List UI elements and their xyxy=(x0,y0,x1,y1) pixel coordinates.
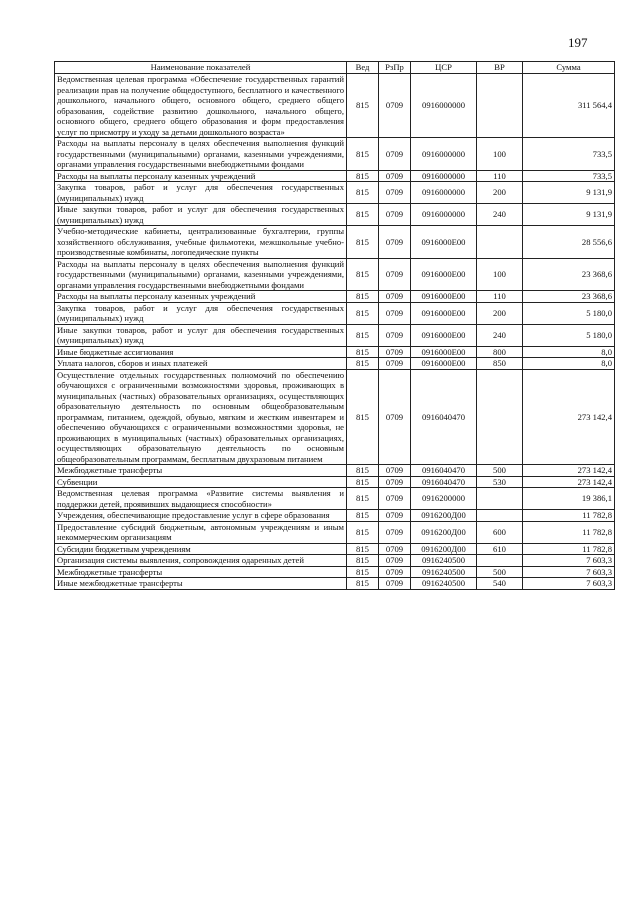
cell-name: Межбюджетные трансферты xyxy=(55,465,347,477)
table-row xyxy=(55,182,615,204)
cell-sum: 311 564,4 xyxy=(523,74,615,138)
cell-vr: 800 xyxy=(477,346,523,358)
cell-name: Иные закупки товаров, работ и услуг для обеспечения государственных (муниципальных) нужд xyxy=(55,204,347,226)
header-ved: Вед xyxy=(347,62,379,74)
table-row xyxy=(55,521,615,543)
cell-name: Расходы на выплаты персоналу в целях обеспечения выполнения функций государственными (муниципальными) органами, казенными учреждениями, органами управления государственными внебюджетными фондами xyxy=(55,138,347,171)
cell-sum: 8,0 xyxy=(523,358,615,370)
header-rzpr: РзПр xyxy=(379,62,411,74)
cell-vr: 100 xyxy=(477,138,523,171)
cell-rzpr: 0709 xyxy=(379,555,411,567)
table-row xyxy=(55,226,615,259)
cell-sum: 273 142,4 xyxy=(523,476,615,488)
cell-csr: 0916000Е00 xyxy=(411,258,477,291)
cell-rzpr: 0709 xyxy=(379,346,411,358)
cell-sum: 9 131,9 xyxy=(523,182,615,204)
cell-name: Учебно-методические кабинеты, централизованные бухгалтерии, группы хозяйственного обслуживания, учебные фильмотеки, межшкольные учебно-производственные комбинаты, логопедические пункты xyxy=(55,226,347,259)
cell-csr: 0916000000 xyxy=(411,182,477,204)
cell-rzpr: 0709 xyxy=(379,465,411,477)
table-row xyxy=(55,346,615,358)
cell-csr: 0916000Е00 xyxy=(411,291,477,303)
table-row xyxy=(55,369,615,465)
cell-csr: 0916000000 xyxy=(411,170,477,182)
cell-rzpr: 0709 xyxy=(379,543,411,555)
cell-rzpr: 0709 xyxy=(379,204,411,226)
cell-vr: 850 xyxy=(477,358,523,370)
cell-rzpr: 0709 xyxy=(379,369,411,465)
cell-vr xyxy=(477,226,523,259)
cell-ved: 815 xyxy=(347,521,379,543)
cell-sum: 5 180,0 xyxy=(523,302,615,324)
cell-csr: 0916000000 xyxy=(411,204,477,226)
cell-ved: 815 xyxy=(347,324,379,346)
cell-sum: 7 603,3 xyxy=(523,555,615,567)
header-csr: ЦСР xyxy=(411,62,477,74)
cell-name: Иные закупки товаров, работ и услуг для обеспечения государственных (муниципальных) нужд xyxy=(55,324,347,346)
cell-rzpr: 0709 xyxy=(379,488,411,510)
page-number: 197 xyxy=(568,35,588,50)
table-row xyxy=(55,258,615,291)
cell-vr: 610 xyxy=(477,543,523,555)
cell-vr: 110 xyxy=(477,291,523,303)
budget-table xyxy=(54,61,615,590)
cell-ved: 815 xyxy=(347,476,379,488)
cell-sum: 11 782,8 xyxy=(523,543,615,555)
cell-name: Иные бюджетные ассигнования xyxy=(55,346,347,358)
cell-vr: 200 xyxy=(477,302,523,324)
cell-csr: 0916000Е00 xyxy=(411,346,477,358)
cell-csr: 0916000000 xyxy=(411,138,477,171)
table-row xyxy=(55,566,615,578)
cell-ved: 815 xyxy=(347,170,379,182)
table-row xyxy=(55,510,615,522)
cell-sum: 28 556,6 xyxy=(523,226,615,259)
cell-sum: 7 603,3 xyxy=(523,578,615,590)
cell-vr: 200 xyxy=(477,182,523,204)
cell-sum: 733,5 xyxy=(523,170,615,182)
cell-ved: 815 xyxy=(347,566,379,578)
cell-ved: 815 xyxy=(347,302,379,324)
cell-ved: 815 xyxy=(347,543,379,555)
table-row xyxy=(55,555,615,567)
table-row xyxy=(55,543,615,555)
cell-vr xyxy=(477,488,523,510)
cell-rzpr: 0709 xyxy=(379,521,411,543)
cell-rzpr: 0709 xyxy=(379,226,411,259)
cell-rzpr: 0709 xyxy=(379,302,411,324)
cell-csr: 0916200Д00 xyxy=(411,521,477,543)
cell-name: Закупка товаров, работ и услуг для обеспечения государственных (муниципальных) нужд xyxy=(55,302,347,324)
cell-name: Уплата налогов, сборов и иных платежей xyxy=(55,358,347,370)
cell-rzpr: 0709 xyxy=(379,74,411,138)
cell-ved: 815 xyxy=(347,226,379,259)
table-row xyxy=(55,170,615,182)
table-row xyxy=(55,358,615,370)
cell-vr: 100 xyxy=(477,258,523,291)
cell-csr: 0916000Е00 xyxy=(411,226,477,259)
cell-name: Осуществление отдельных государственных полномочий по обеспечению обучающихся с ограниченными возможностями здоровья, проживающих в муниципальных (частных) образовательных организациях, осуществляющих образовательную деятельность по основным общеобразовательным программам, питанием, одеждой, обувью, мягким и жестким инвентарем и обеспечению обучающихся с ограниченными возможностями здоровья, не проживающих в муниципальных (частных) образовательных организациях, осуществляющих образовательную деятельность по основным общеобразовательным программам, бесплатным двухразовым питанием xyxy=(55,369,347,465)
cell-name: Межбюджетные трансферты xyxy=(55,566,347,578)
cell-sum: 7 603,3 xyxy=(523,566,615,578)
cell-rzpr: 0709 xyxy=(379,510,411,522)
cell-vr: 110 xyxy=(477,170,523,182)
cell-rzpr: 0709 xyxy=(379,476,411,488)
cell-sum: 273 142,4 xyxy=(523,465,615,477)
cell-name: Ведомственная целевая программа «Обеспечение государственных гарантий реализации прав на получение общедоступного, бесплатного и качественного дошкольного, начального общего, основного общего, среднего общего образования, содействие развитию дошкольного, начального общего, основного общего, среднего общего образования и форм предоставления услуг по присмотру и уходу за детьми дошкольного возраста» xyxy=(55,74,347,138)
header-sum: Сумма xyxy=(523,62,615,74)
cell-rzpr: 0709 xyxy=(379,578,411,590)
cell-ved: 815 xyxy=(347,74,379,138)
cell-name: Закупка товаров, работ и услуг для обеспечения государственных (муниципальных) нужд xyxy=(55,182,347,204)
table-row xyxy=(55,465,615,477)
cell-csr: 0916200Д00 xyxy=(411,510,477,522)
cell-vr: 500 xyxy=(477,465,523,477)
cell-name: Предоставление субсидий бюджетным, автономным учреждениям и иным некоммерческим организациям xyxy=(55,521,347,543)
cell-rzpr: 0709 xyxy=(379,358,411,370)
cell-sum: 23 368,6 xyxy=(523,258,615,291)
cell-csr: 0916000Е00 xyxy=(411,358,477,370)
cell-ved: 815 xyxy=(347,369,379,465)
cell-csr: 0916200000 xyxy=(411,488,477,510)
cell-sum: 8,0 xyxy=(523,346,615,358)
cell-csr: 0916000Е00 xyxy=(411,324,477,346)
header-vr: ВР xyxy=(477,62,523,74)
cell-vr: 540 xyxy=(477,578,523,590)
cell-vr: 600 xyxy=(477,521,523,543)
table-row xyxy=(55,74,615,138)
table-row xyxy=(55,204,615,226)
cell-sum: 11 782,8 xyxy=(523,521,615,543)
cell-csr: 0916240500 xyxy=(411,555,477,567)
cell-vr: 500 xyxy=(477,566,523,578)
cell-vr xyxy=(477,369,523,465)
cell-csr: 0916040470 xyxy=(411,465,477,477)
cell-csr: 0916200Д00 xyxy=(411,543,477,555)
cell-name: Иные межбюджетные трансферты xyxy=(55,578,347,590)
cell-sum: 19 386,1 xyxy=(523,488,615,510)
table-row xyxy=(55,291,615,303)
cell-sum: 9 131,9 xyxy=(523,204,615,226)
cell-rzpr: 0709 xyxy=(379,258,411,291)
table-row xyxy=(55,476,615,488)
cell-sum: 11 782,8 xyxy=(523,510,615,522)
cell-name: Субвенции xyxy=(55,476,347,488)
cell-csr: 0916040470 xyxy=(411,476,477,488)
cell-sum: 5 180,0 xyxy=(523,324,615,346)
cell-vr: 240 xyxy=(477,324,523,346)
cell-name: Расходы на выплаты персоналу в целях обеспечения выполнения функций государственными (муниципальными) органами, казенными учреждениями, органами управления государственными внебюджетными фондами xyxy=(55,258,347,291)
cell-vr xyxy=(477,510,523,522)
cell-name: Расходы на выплаты персоналу казенных учреждений xyxy=(55,291,347,303)
cell-rzpr: 0709 xyxy=(379,291,411,303)
cell-ved: 815 xyxy=(347,138,379,171)
cell-vr xyxy=(477,555,523,567)
cell-rzpr: 0709 xyxy=(379,138,411,171)
cell-csr: 0916240500 xyxy=(411,578,477,590)
cell-ved: 815 xyxy=(347,258,379,291)
cell-ved: 815 xyxy=(347,204,379,226)
cell-vr xyxy=(477,74,523,138)
table-row xyxy=(55,578,615,590)
cell-rzpr: 0709 xyxy=(379,324,411,346)
cell-ved: 815 xyxy=(347,291,379,303)
cell-name: Учреждения, обеспечивающие предоставление услуг в сфере образования xyxy=(55,510,347,522)
cell-name: Расходы на выплаты персоналу казенных учреждений xyxy=(55,170,347,182)
cell-rzpr: 0709 xyxy=(379,170,411,182)
cell-ved: 815 xyxy=(347,346,379,358)
cell-csr: 0916000000 xyxy=(411,74,477,138)
cell-csr: 0916000Е00 xyxy=(411,302,477,324)
cell-rzpr: 0709 xyxy=(379,566,411,578)
cell-ved: 815 xyxy=(347,488,379,510)
table-row xyxy=(55,324,615,346)
cell-ved: 815 xyxy=(347,182,379,204)
table-row xyxy=(55,138,615,171)
cell-ved: 815 xyxy=(347,578,379,590)
cell-sum: 273 142,4 xyxy=(523,369,615,465)
cell-ved: 815 xyxy=(347,555,379,567)
cell-ved: 815 xyxy=(347,510,379,522)
cell-ved: 815 xyxy=(347,358,379,370)
cell-name: Ведомственная целевая программа «Развитие системы выявления и поддержки детей, проявивших выдающиеся способности» xyxy=(55,488,347,510)
cell-csr: 0916040470 xyxy=(411,369,477,465)
cell-sum: 23 368,6 xyxy=(523,291,615,303)
header-row xyxy=(55,62,615,74)
cell-name: Организация системы выявления, сопровождения одаренных детей xyxy=(55,555,347,567)
table-row xyxy=(55,302,615,324)
cell-vr: 530 xyxy=(477,476,523,488)
cell-rzpr: 0709 xyxy=(379,182,411,204)
cell-name: Субсидии бюджетным учреждениям xyxy=(55,543,347,555)
cell-sum: 733,5 xyxy=(523,138,615,171)
header-name: Наименование показателей xyxy=(55,62,347,74)
table-row xyxy=(55,488,615,510)
cell-ved: 815 xyxy=(347,465,379,477)
cell-vr: 240 xyxy=(477,204,523,226)
cell-csr: 0916240500 xyxy=(411,566,477,578)
